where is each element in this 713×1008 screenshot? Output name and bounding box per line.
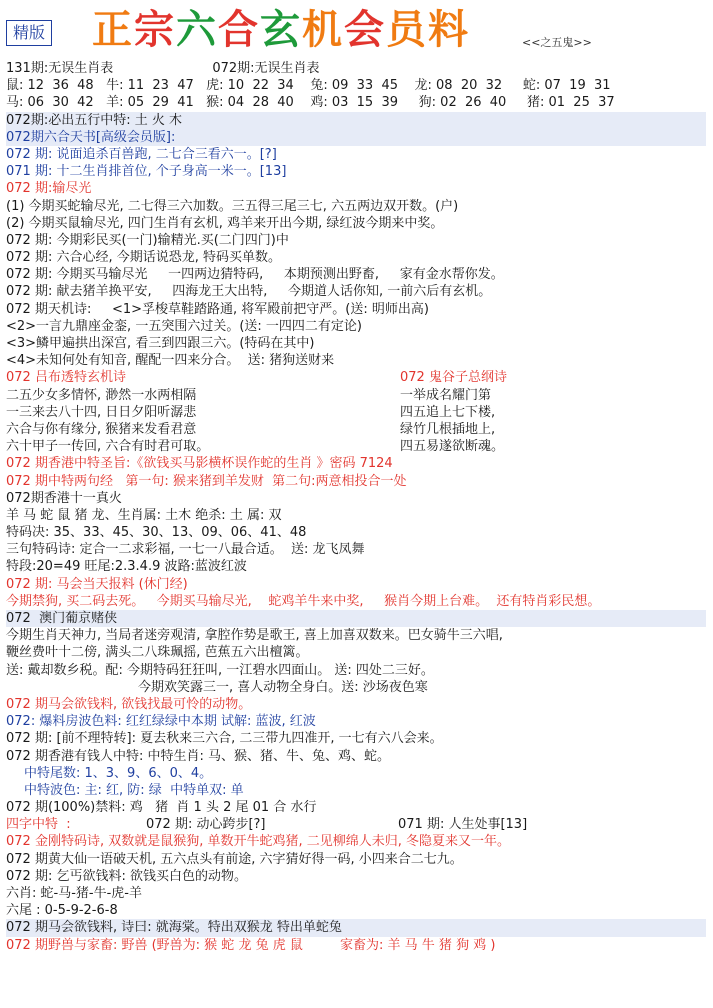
text-line: 072 期: [前不理特转]: 夏去秋来三六合, 二三带九四准开, 一七有六八会来。 bbox=[6, 731, 443, 747]
text-line: 072 期野兽与家畜: 野兽 (野兽为: 猴 蛇 龙 兔 虎 鼠 家畜为: 羊 马 牛 猪 狗 鸡 ) bbox=[6, 937, 496, 953]
text-line: 072 期天机诗: <1>孚梭草鞋踏路通, 将军殿前把守严。(送: 明师出高) bbox=[6, 301, 429, 317]
title-char: 合 bbox=[218, 6, 260, 53]
text-line: <3>鳞甲遍拱出深宫, 看三到四跟三六。(特码在其中) bbox=[6, 336, 315, 351]
document-body bbox=[6, 60, 706, 954]
poem-left-line: 二五少女多情怀, 渺然一水两相隔 bbox=[6, 387, 197, 403]
text-line: 072 期香港有钱人中特: 中特生肖: 马、猴、猪、牛、兔、鸡、蛇。 bbox=[6, 748, 390, 764]
text-line: 072 期: 乞丐欲钱料: 欲钱买白色的动物。 bbox=[6, 868, 247, 884]
mixed-middle: 072 期: 动心跨步[?] bbox=[146, 817, 266, 833]
text-line: 六尾 : 0-5-9-2-6-8 bbox=[6, 903, 118, 919]
text-line: 特段:20=49 旺尾:2.3.4.9 波路:蓝波红波 bbox=[6, 559, 247, 575]
text-line: 072 期: 今期买马输尽光 一四两边猜特码, 本期预测出野畜, 家有金水帮你发。 bbox=[6, 267, 504, 283]
text-line: 今期欢笑露三一, 喜人动物全身白。送: 沙场夜色寒 bbox=[138, 679, 428, 695]
title-char: 料 bbox=[428, 6, 470, 53]
text-line: 072 期马会欲钱料, 欲钱找最可怜的动物。 bbox=[6, 696, 252, 712]
text-line: 中特尾数: 1、3、9、6、0、4。 bbox=[24, 765, 213, 781]
text-line: (1) 今期买蛇输尽光, 二七得三六加数。三五得三尾三七, 六五两边双开数。(户) bbox=[6, 198, 459, 214]
text-line: (2) 今期买鼠输尽光, 四门生肖有玄机, 鸡羊来开出今期, 绿红波今期来中奖。 bbox=[6, 215, 444, 231]
title-char: 员 bbox=[386, 6, 428, 53]
title-char: 宗 bbox=[134, 6, 176, 53]
section-heading: 072 期:输尽光 bbox=[6, 181, 92, 197]
text-line: 072 期香港中特圣旨:《欲钱买马影横杯误作蛇的生肖 》密码 7124 bbox=[6, 456, 393, 472]
section-heading: 072 期: 马会当天报料 (休门经) bbox=[6, 576, 188, 592]
text-line: 072 期: 六合心经, 今期话说恐龙, 特码买单数。 bbox=[6, 250, 281, 266]
poem-right-title: 072 鬼谷子总纲诗 bbox=[400, 370, 507, 386]
text-line: 六肖: 蛇-马-猪-牛-虎-羊 bbox=[6, 886, 142, 901]
mixed-left: 四字中特 : bbox=[6, 817, 71, 833]
text-line: 072 期: 献去猪羊换平安, 四海龙王大出特, 今期道人话你知, 一前六后有玄机。 bbox=[6, 284, 492, 300]
text-line: 鼠: 12 36 48 牛: 11 23 47 虎: 10 22 34 兔: 09 33 45 龙: 08 20 32 蛇: 07 19 31 bbox=[6, 78, 611, 94]
poem-left-line: 一三来去八十四, 日日夕阳听潺悲 bbox=[6, 404, 197, 420]
text-line: 中特波色: 主: 红, 防: 绿 中特单双: 单 bbox=[24, 782, 244, 798]
poem-left-line: 六合与你有缘分, 猴猪来发看君意 bbox=[6, 421, 197, 437]
text-line: 071 期: 十二生肖排首位, 个子身高一米一。[13] bbox=[6, 164, 287, 180]
poem-row bbox=[6, 438, 706, 455]
text-line: 072 期黄大仙一语破天机, 五六点头有前途, 六字猜好得一码, 小四来合二七九。 bbox=[6, 851, 463, 867]
text-line: <2>一言九鼎座金銮, 一五突围六过关。(送: 一四四二有定论) bbox=[6, 318, 362, 334]
text-line: 羊 马 蛇 鼠 猪 龙、生肖属: 土木 绝杀: 土 属: 双 bbox=[6, 507, 282, 523]
text-line: 072 金刚特码诗, 双数就是鼠猴狗, 单数开牛蛇鸡猪, 二见柳绵人未归, 冬隐夏来又一年。 bbox=[6, 834, 511, 850]
text-line: 072期香港十一真火 bbox=[6, 490, 122, 506]
poem-right-line: 四五追上七下楼, bbox=[400, 404, 496, 420]
text-line: 131期:无误生肖表 072期:无误生肖表 bbox=[6, 61, 320, 76]
text-line: 鞭丝费叶十二傍, 满头二八珠珮摇, 芭蕉五六出檀篱。 bbox=[6, 645, 309, 661]
mixed-row bbox=[6, 816, 706, 833]
title-char: 正 bbox=[92, 6, 134, 53]
text-line: 072 期: 说面追杀百兽跑, 二七合三看六一。[?] bbox=[6, 146, 277, 162]
text-line: 072期六合天书[高级会员版]: bbox=[6, 129, 706, 146]
text-line: 072 期中特两句经 第一句: 猴来猪到羊发财 第二句:两意相投合一处 bbox=[6, 473, 407, 489]
poem-row bbox=[6, 387, 706, 404]
text-line: 三句特码诗: 定合一二求彩福, 一七一八最合适。 送: 龙飞凤舞 bbox=[6, 542, 365, 558]
text-line: 马: 06 30 42 羊: 05 29 41 猴: 04 28 40 鸡: 03 15 39 狗: 02 26 40 猪: 01 25 37 bbox=[6, 95, 615, 111]
text-line: 特码决: 35、33、45、30、13、09、06、41、48 bbox=[6, 525, 307, 541]
title-char: 机 bbox=[302, 6, 344, 53]
title-char: 六 bbox=[176, 6, 218, 53]
poem-right-line: 四五易遂欲断魂。 bbox=[400, 439, 505, 455]
poem-left-line: 六十甲子一传回, 六合有时君可取。 bbox=[6, 439, 210, 455]
poem-row bbox=[6, 421, 706, 438]
text-line: 今期生肖天神力, 当局者迷旁观清, 拿腔作势是歌王, 喜上加喜双数来。巴女骑牛三六唱, bbox=[6, 628, 503, 644]
poem-row bbox=[6, 404, 706, 421]
text-line: 072 期(100%)禁料: 鸡 猪 肖 1 头 2 尾 01 合 水行 bbox=[6, 800, 317, 816]
poem-right-line: 绿竹几根插地上, bbox=[400, 421, 496, 437]
section-heading: 072 澳门葡京赌侠 bbox=[6, 610, 706, 627]
text-line: 072 期: 今期彩民买(一门)输精光.买(二门四门)中 bbox=[6, 232, 289, 248]
text-line: 送: 戴却数乡税。配: 今期特码狂狂叫, 一江碧水四面山。 送: 四处二三好。 bbox=[6, 662, 434, 678]
title-char: 玄 bbox=[260, 6, 302, 53]
mixed-right: 071 期: 人生处事[13] bbox=[398, 817, 528, 833]
title-char: 会 bbox=[344, 6, 386, 53]
text-line: 072: 爆料房波色料: 红红绿绿中本期 试解: 蓝波, 红波 bbox=[6, 714, 316, 730]
poem-left-title: 072 吕布透特玄机诗 bbox=[6, 370, 126, 386]
text-line: 072 期马会欲钱料, 诗曰: 就海棠。特出双猴龙 特出单蛇兔 bbox=[6, 919, 706, 936]
text-line: 072期:必出五行中特: 土 火 木 bbox=[6, 112, 706, 129]
page-subtitle: <<之五鬼>> bbox=[522, 36, 592, 49]
text-line: 今期禁狗, 买二码去死。 今期买马输尽光, 蛇鸡羊牛来中奖, 猴肖今期上台难。 还有特肖彩民想。 bbox=[6, 593, 601, 609]
poem-right-line: 一举成名耀门第 bbox=[400, 387, 492, 403]
page-title bbox=[92, 4, 470, 56]
poem-title-row bbox=[6, 369, 706, 386]
version-badge: 精版 bbox=[6, 20, 52, 46]
text-line: <4>未知何处有知音, 醒配一四来分合。 送: 猪狗送财来 bbox=[6, 353, 335, 369]
